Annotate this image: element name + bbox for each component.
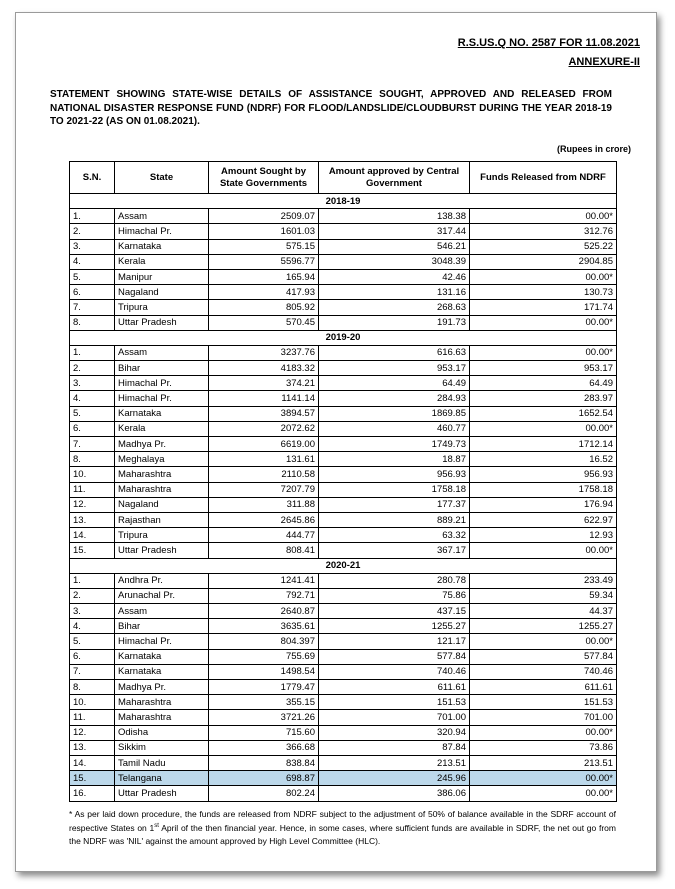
table-row — [70, 634, 617, 649]
cell-released: 59.34 — [470, 588, 617, 603]
col-header-sought: Amount Sought by State Governments — [209, 162, 319, 194]
cell-sn: 7. — [70, 664, 115, 679]
table-row — [70, 406, 617, 421]
cell-approved: 63.32 — [319, 528, 470, 543]
cell-state: Maharashtra — [115, 695, 209, 710]
cell-released: 1758.18 — [470, 482, 617, 497]
cell-state: Uttar Pradesh — [115, 543, 209, 558]
cell-approved: 42.46 — [319, 269, 470, 284]
table-row — [70, 452, 617, 467]
cell-sn: 14. — [70, 528, 115, 543]
table-row — [70, 376, 617, 391]
cell-sn: 12. — [70, 725, 115, 740]
cell-sn: 15. — [70, 543, 115, 558]
cell-approved: 121.17 — [319, 634, 470, 649]
cell-state: Assam — [115, 604, 209, 619]
cell-sn: 11. — [70, 482, 115, 497]
cell-sn: 3. — [70, 239, 115, 254]
cell-state: Kerala — [115, 254, 209, 269]
cell-state: Telangana — [115, 771, 209, 786]
cell-released: 611.61 — [470, 680, 617, 695]
cell-sought: 792.71 — [209, 588, 319, 603]
cell-approved: 213.51 — [319, 755, 470, 770]
cell-approved: 1255.27 — [319, 619, 470, 634]
cell-released: 1652.54 — [470, 406, 617, 421]
cell-released: 233.49 — [470, 573, 617, 588]
cell-sn: 6. — [70, 649, 115, 664]
cell-sn: 8. — [70, 680, 115, 695]
cell-sought: 2640.87 — [209, 604, 319, 619]
cell-approved: 956.93 — [319, 467, 470, 482]
cell-released: 00.00* — [470, 345, 617, 360]
cell-sought: 165.94 — [209, 269, 319, 284]
cell-state: Himachal Pr. — [115, 391, 209, 406]
cell-approved: 616.63 — [319, 345, 470, 360]
cell-state: Nagaland — [115, 497, 209, 512]
table-row — [70, 740, 617, 755]
cell-released: 1255.27 — [470, 619, 617, 634]
cell-approved: 3048.39 — [319, 254, 470, 269]
year-row — [70, 330, 617, 345]
cell-approved: 386.06 — [319, 786, 470, 801]
table-row — [70, 224, 617, 239]
cell-released: 701.00 — [470, 710, 617, 725]
cell-released: 00.00* — [470, 634, 617, 649]
cell-sought: 2645.86 — [209, 512, 319, 527]
cell-sn: 5. — [70, 406, 115, 421]
cell-state: Maharashtra — [115, 482, 209, 497]
cell-sought: 808.41 — [209, 543, 319, 558]
cell-sought: 3721.26 — [209, 710, 319, 725]
table-row — [70, 695, 617, 710]
cell-released: 176.94 — [470, 497, 617, 512]
cell-sought: 6619.00 — [209, 437, 319, 452]
cell-released: 1712.14 — [470, 437, 617, 452]
table-row — [70, 710, 617, 725]
cell-state: Uttar Pradesh — [115, 315, 209, 330]
year-label: 2019-20 — [70, 330, 617, 345]
cell-state: Karnataka — [115, 664, 209, 679]
cell-state: Himachal Pr. — [115, 634, 209, 649]
cell-sought: 3237.76 — [209, 345, 319, 360]
cell-released: 00.00* — [470, 315, 617, 330]
cell-sn: 13. — [70, 740, 115, 755]
table-row — [70, 725, 617, 740]
cell-approved: 460.77 — [319, 421, 470, 436]
cell-approved: 138.38 — [319, 209, 470, 224]
cell-approved: 1749.73 — [319, 437, 470, 452]
cell-sought: 755.69 — [209, 649, 319, 664]
cell-sought: 417.93 — [209, 285, 319, 300]
table-body — [70, 194, 617, 802]
cell-approved: 177.37 — [319, 497, 470, 512]
cell-approved: 740.46 — [319, 664, 470, 679]
table-row — [70, 573, 617, 588]
cell-sn: 16. — [70, 786, 115, 801]
cell-sn: 4. — [70, 254, 115, 269]
cell-released: 2904.85 — [470, 254, 617, 269]
cell-sn: 1. — [70, 345, 115, 360]
cell-sn: 11. — [70, 710, 115, 725]
cell-approved: 320.94 — [319, 725, 470, 740]
cell-state: Karnataka — [115, 239, 209, 254]
cell-state: Assam — [115, 345, 209, 360]
cell-approved: 245.96 — [319, 771, 470, 786]
cell-released: 00.00* — [470, 725, 617, 740]
cell-sn: 5. — [70, 269, 115, 284]
cell-sn: 15. — [70, 771, 115, 786]
cell-approved: 284.93 — [319, 391, 470, 406]
cell-sought: 311.88 — [209, 497, 319, 512]
cell-state: Himachal Pr. — [115, 224, 209, 239]
cell-state: Arunachal Pr. — [115, 588, 209, 603]
cell-sn: 4. — [70, 391, 115, 406]
cell-state: Odisha — [115, 725, 209, 740]
table-row — [70, 361, 617, 376]
statement-heading: STATEMENT SHOWING STATE-WISE DETAILS OF ASSISTANCE SOUGHT, APPROVED AND RELEASED FROM NATIONAL DISASTER RESPONSE FUND (NDRF) FOR FLOOD/LANDSLIDE/CLOUDBURST DURING THE YEAR 2018-19 TO 2021-22 (AS ON 01.08.2021). — [50, 89, 612, 127]
table-row — [70, 269, 617, 284]
units-note: (Rupees in crore) — [556, 144, 631, 154]
cell-approved: 367.17 — [319, 543, 470, 558]
table-row — [70, 619, 617, 634]
cell-sought: 802.24 — [209, 786, 319, 801]
table-row — [70, 786, 617, 801]
col-header-approved: Amount approved by Central Government — [319, 162, 470, 194]
cell-sn: 3. — [70, 376, 115, 391]
cell-sn: 12. — [70, 497, 115, 512]
table-row — [70, 254, 617, 269]
cell-state: Karnataka — [115, 406, 209, 421]
cell-sought: 2072.62 — [209, 421, 319, 436]
cell-released: 283.97 — [470, 391, 617, 406]
year-label: 2020-21 — [70, 558, 617, 573]
table-row — [70, 755, 617, 770]
cell-released: 130.73 — [470, 285, 617, 300]
cell-sought: 374.21 — [209, 376, 319, 391]
cell-sn: 1. — [70, 573, 115, 588]
cell-approved: 701.00 — [319, 710, 470, 725]
table-row — [70, 421, 617, 436]
cell-sought: 2509.07 — [209, 209, 319, 224]
cell-released: 956.93 — [470, 467, 617, 482]
cell-sn: 2. — [70, 224, 115, 239]
cell-state: Kerala — [115, 421, 209, 436]
ndrf-assistance-table — [69, 161, 617, 802]
cell-approved: 953.17 — [319, 361, 470, 376]
cell-sn: 6. — [70, 285, 115, 300]
table-row — [70, 680, 617, 695]
cell-approved: 1869.85 — [319, 406, 470, 421]
cell-sought: 1601.03 — [209, 224, 319, 239]
cell-approved: 18.87 — [319, 452, 470, 467]
cell-state: Andhra Pr. — [115, 573, 209, 588]
cell-state: Assam — [115, 209, 209, 224]
cell-state: Himachal Pr. — [115, 376, 209, 391]
table-row — [70, 543, 617, 558]
table-row — [70, 771, 617, 786]
cell-approved: 889.21 — [319, 512, 470, 527]
cell-approved: 191.73 — [319, 315, 470, 330]
footnote-superscript: st — [154, 822, 159, 829]
cell-released: 12.93 — [470, 528, 617, 543]
cell-approved: 87.84 — [319, 740, 470, 755]
table-row — [70, 315, 617, 330]
year-row — [70, 558, 617, 573]
cell-sought: 805.92 — [209, 300, 319, 315]
cell-state: Bihar — [115, 361, 209, 376]
cell-sn: 8. — [70, 315, 115, 330]
cell-sought: 804.397 — [209, 634, 319, 649]
cell-state: Tripura — [115, 528, 209, 543]
cell-approved: 64.49 — [319, 376, 470, 391]
table-row — [70, 604, 617, 619]
cell-state: Tripura — [115, 300, 209, 315]
cell-state: Uttar Pradesh — [115, 786, 209, 801]
cell-sn: 8. — [70, 452, 115, 467]
cell-sought: 3635.61 — [209, 619, 319, 634]
cell-state: Karnataka — [115, 649, 209, 664]
footnote-text-2: April of the then financial year. Hence, in some cases, where sufficient funds are available in SDRF, the net out go from the NDRF was 'NIL' against the amount approved by High Level Committee (HLC). — [69, 822, 616, 846]
table-row — [70, 345, 617, 360]
table-row — [70, 467, 617, 482]
cell-released: 44.37 — [470, 604, 617, 619]
cell-sought: 1141.14 — [209, 391, 319, 406]
table-row — [70, 391, 617, 406]
cell-state: Madhya Pr. — [115, 437, 209, 452]
cell-sought: 5596.77 — [209, 254, 319, 269]
cell-approved: 75.86 — [319, 588, 470, 603]
table-row — [70, 649, 617, 664]
cell-released: 151.53 — [470, 695, 617, 710]
cell-sn: 13. — [70, 512, 115, 527]
table-row — [70, 664, 617, 679]
cell-approved: 546.21 — [319, 239, 470, 254]
cell-sought: 838.84 — [209, 755, 319, 770]
cell-sought: 570.45 — [209, 315, 319, 330]
cell-approved: 577.84 — [319, 649, 470, 664]
cell-sought: 131.61 — [209, 452, 319, 467]
footnote — [69, 808, 616, 849]
cell-sn: 7. — [70, 437, 115, 452]
table-row — [70, 300, 617, 315]
cell-state: Rajasthan — [115, 512, 209, 527]
cell-sn: 7. — [70, 300, 115, 315]
cell-released: 577.84 — [470, 649, 617, 664]
cell-sn: 14. — [70, 755, 115, 770]
year-row — [70, 194, 617, 209]
table-row — [70, 497, 617, 512]
cell-released: 00.00* — [470, 543, 617, 558]
cell-approved: 131.16 — [319, 285, 470, 300]
cell-sought: 355.15 — [209, 695, 319, 710]
cell-released: 525.22 — [470, 239, 617, 254]
cell-released: 171.74 — [470, 300, 617, 315]
cell-sought: 444.77 — [209, 528, 319, 543]
cell-sought: 1779.47 — [209, 680, 319, 695]
cell-sn: 2. — [70, 588, 115, 603]
table-row — [70, 437, 617, 452]
cell-state: Maharashtra — [115, 710, 209, 725]
table-row — [70, 588, 617, 603]
col-header-sn: S.N. — [70, 162, 115, 194]
footnote-text-1: * As per laid down procedure, the funds are released from NDRF subject to the adjustment of 50% of balance available in the SDRF account of respective States on 1 — [69, 809, 616, 833]
cell-released: 00.00* — [470, 786, 617, 801]
table-row — [70, 239, 617, 254]
cell-state: Meghalaya — [115, 452, 209, 467]
table-row — [70, 512, 617, 527]
cell-released: 213.51 — [470, 755, 617, 770]
cell-sought: 1241.41 — [209, 573, 319, 588]
cell-state: Tamil Nadu — [115, 755, 209, 770]
cell-sought: 3894.57 — [209, 406, 319, 421]
cell-sn: 10. — [70, 695, 115, 710]
table-row — [70, 285, 617, 300]
cell-released: 740.46 — [470, 664, 617, 679]
cell-released: 312.76 — [470, 224, 617, 239]
question-reference: R.S.US.Q NO. 2587 FOR 11.08.2021 — [457, 37, 640, 49]
cell-state: Maharashtra — [115, 467, 209, 482]
col-header-released: Funds Released from NDRF — [470, 162, 617, 194]
cell-approved: 437.15 — [319, 604, 470, 619]
cell-sn: 3. — [70, 604, 115, 619]
cell-sought: 715.60 — [209, 725, 319, 740]
cell-sought: 575.15 — [209, 239, 319, 254]
cell-released: 00.00* — [470, 209, 617, 224]
cell-sn: 5. — [70, 634, 115, 649]
cell-released: 73.86 — [470, 740, 617, 755]
cell-approved: 268.63 — [319, 300, 470, 315]
cell-sought: 1498.54 — [209, 664, 319, 679]
cell-approved: 317.44 — [319, 224, 470, 239]
cell-approved: 611.61 — [319, 680, 470, 695]
cell-sought: 366.68 — [209, 740, 319, 755]
cell-state: Sikkim — [115, 740, 209, 755]
cell-sought: 2110.58 — [209, 467, 319, 482]
cell-sn: 4. — [70, 619, 115, 634]
cell-state: Manipur — [115, 269, 209, 284]
table-row — [70, 482, 617, 497]
table-header-row — [70, 162, 617, 194]
cell-sn: 1. — [70, 209, 115, 224]
cell-sought: 4183.32 — [209, 361, 319, 376]
cell-released: 16.52 — [470, 452, 617, 467]
cell-released: 00.00* — [470, 269, 617, 284]
cell-released: 622.97 — [470, 512, 617, 527]
cell-sn: 6. — [70, 421, 115, 436]
cell-released: 953.17 — [470, 361, 617, 376]
cell-sought: 698.87 — [209, 771, 319, 786]
cell-sn: 10. — [70, 467, 115, 482]
cell-released: 64.49 — [470, 376, 617, 391]
cell-sn: 2. — [70, 361, 115, 376]
cell-state: Nagaland — [115, 285, 209, 300]
table-row — [70, 528, 617, 543]
annexure-label: ANNEXURE-II — [568, 56, 640, 68]
cell-state: Madhya Pr. — [115, 680, 209, 695]
cell-released: 00.00* — [470, 421, 617, 436]
table-row — [70, 209, 617, 224]
year-label: 2018-19 — [70, 194, 617, 209]
cell-approved: 1758.18 — [319, 482, 470, 497]
cell-approved: 151.53 — [319, 695, 470, 710]
cell-sought: 7207.79 — [209, 482, 319, 497]
cell-released: 00.00* — [470, 771, 617, 786]
cell-approved: 280.78 — [319, 573, 470, 588]
col-header-state: State — [115, 162, 209, 194]
cell-state: Bihar — [115, 619, 209, 634]
